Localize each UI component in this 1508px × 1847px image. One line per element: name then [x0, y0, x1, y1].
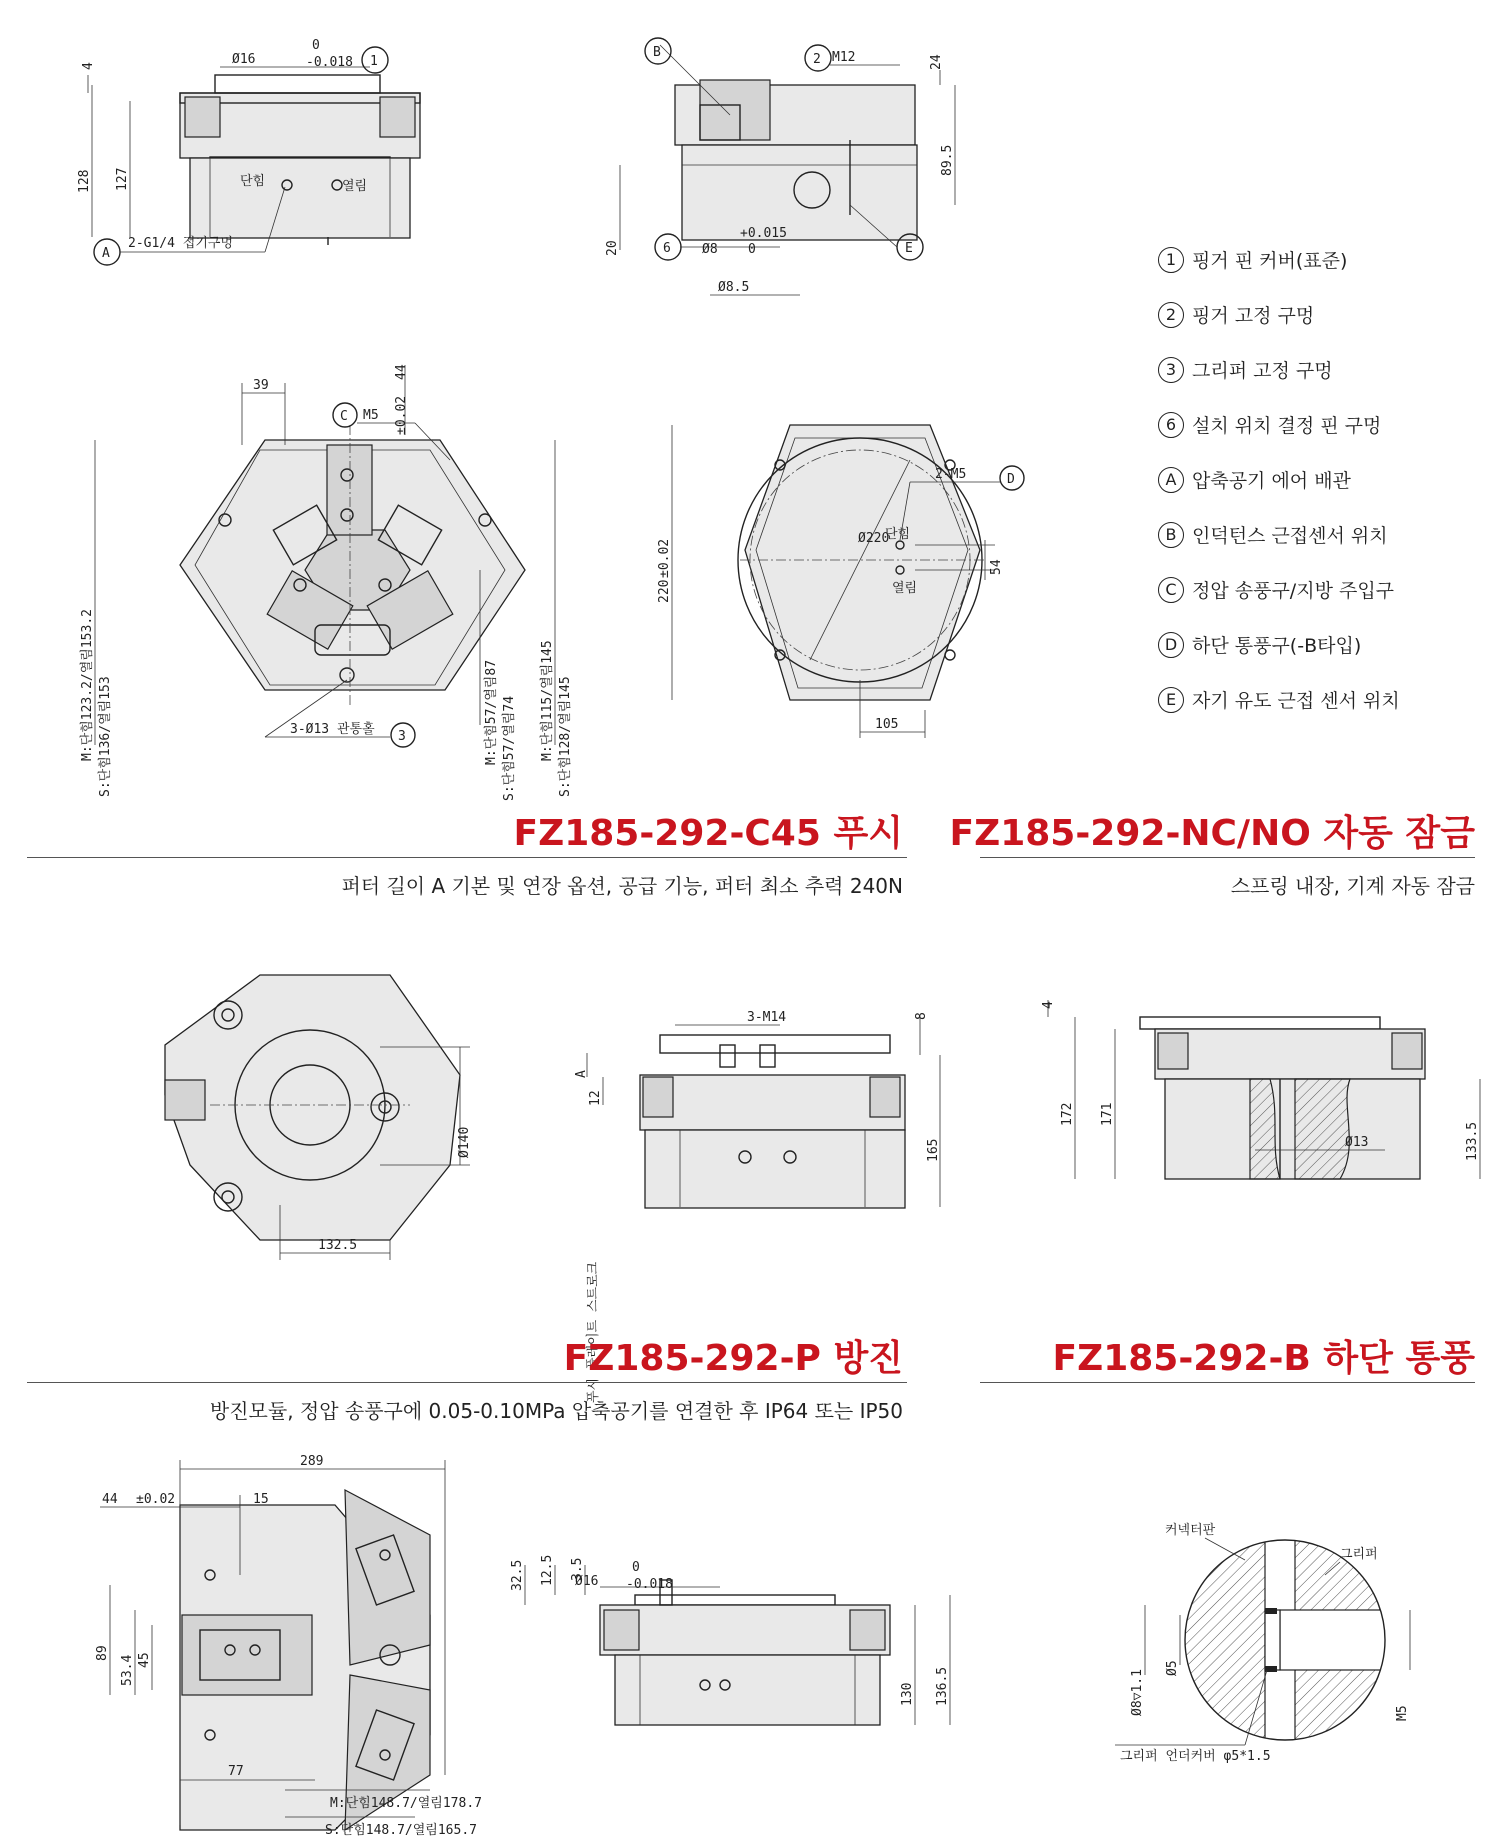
dim-20: 20: [605, 240, 620, 256]
legend-item-c: [1158, 562, 1488, 617]
dim-130: 130: [900, 1682, 915, 1706]
mark-d: D: [1007, 472, 1015, 487]
dim-right-s: S:단힘128/열림145: [558, 676, 573, 797]
m5: M5: [1395, 1705, 1410, 1721]
dim-289: 289: [300, 1454, 324, 1469]
desc-ncno: 스프링 내장, 기계 자동 잠금: [1230, 874, 1475, 898]
legend-mark: 1: [1158, 247, 1184, 273]
dim-8: 8: [914, 1012, 929, 1020]
dim-53-4: 53.4: [120, 1654, 135, 1686]
legend-mark: B: [1158, 522, 1184, 548]
dim-44: 44: [394, 364, 409, 380]
dim-a: A: [574, 1070, 589, 1078]
dim-44: 44: [102, 1492, 118, 1507]
dim-132-5: 132.5: [318, 1238, 358, 1253]
drawing-p-top-view: [150, 965, 490, 1265]
dim-dia-8: Ø8: [702, 242, 718, 257]
dim-12-5: 12.5: [540, 1554, 555, 1586]
tol-upper: 0: [632, 1560, 640, 1575]
dim-right-m: M:단힘115/열림145: [540, 640, 555, 761]
dim-15: 15: [253, 1492, 269, 1507]
dim-133-5: 133.5: [1465, 1121, 1480, 1161]
label-gripper: 그리퍼: [1340, 1547, 1378, 1562]
dim-105: 105: [875, 717, 899, 732]
legend-text: 핑거 핀 커버(표준): [1192, 250, 1348, 272]
m5: M5: [363, 408, 379, 423]
dim-left-s: S:단힘136/열림153: [98, 676, 113, 797]
legend-text: 핑거 고정 구멍: [1192, 305, 1315, 327]
title-b: FZ185-292-B 하단 통풍: [1052, 1338, 1475, 1379]
dim-dia-8: Ø8▽1.1: [1130, 1669, 1145, 1716]
drawing-top-mid-side: [600, 25, 1000, 315]
dim-45: 45: [137, 1652, 152, 1668]
rule-ncno: [980, 857, 1475, 858]
legend-mark: C: [1158, 577, 1184, 603]
legend-text: 자기 유도 근접 센서 위치: [1192, 690, 1400, 712]
dim-dia-5: Ø5: [1165, 1660, 1180, 1676]
mark-b: B: [653, 45, 661, 60]
dim-39: 39: [253, 378, 269, 393]
note-a: 2-G1/4 접기구멍: [128, 236, 234, 251]
dim-s: S:단힘148.7/열림165.7: [325, 1823, 477, 1838]
legend-mark: E: [1158, 687, 1184, 713]
dim-4: 4: [81, 62, 96, 70]
legend-mark: 6: [1158, 412, 1184, 438]
dim-89: 89: [95, 1645, 110, 1661]
tol-44: ±0.02: [394, 395, 409, 435]
dim-13: Ø13: [1345, 1135, 1369, 1150]
dim-171: 171: [1100, 1102, 1115, 1126]
legend-mark: 3: [1158, 357, 1184, 383]
dim-136-5: 136.5: [935, 1666, 950, 1706]
dim-24: 24: [929, 54, 944, 70]
dim-3-5: 3.5: [570, 1557, 585, 1581]
dim-77: 77: [228, 1764, 244, 1779]
dim-32-5: 32.5: [510, 1559, 525, 1591]
legend-text: 설치 위치 결정 핀 구멍: [1192, 415, 1382, 437]
mark-3: 3: [398, 729, 406, 744]
rule-p: [27, 1382, 907, 1383]
legend-item-2: [1158, 287, 1488, 342]
dim-dia-16: Ø16: [575, 1574, 599, 1589]
dim-mid-m: M:단힘57/열림87: [484, 659, 499, 765]
legend-item-3: [1158, 342, 1488, 397]
mark-e: E: [905, 241, 913, 256]
drawing-bottom-top-view: [90, 1445, 520, 1840]
dim-dia-16: Ø16: [232, 52, 256, 67]
legend-item-d: [1158, 617, 1488, 672]
legend-text: 그리퍼 고정 구멍: [1192, 360, 1333, 382]
legend-mark: A: [1158, 467, 1184, 493]
dim-left-m: M:단힘123.2/열림153.2: [80, 609, 95, 761]
dim-m: M:단힘148.7/열림178.7: [330, 1796, 482, 1811]
dim-140: Ø140: [457, 1126, 472, 1158]
title-ncno: FZ185-292-NC/NO 자동 잠금: [949, 813, 1475, 854]
legend-item-1: [1158, 232, 1488, 287]
tol-220: ±0.02: [657, 538, 672, 578]
legend: [1158, 232, 1488, 727]
label-open: 열림: [342, 179, 368, 194]
dim-4: 4: [1041, 1001, 1056, 1009]
dim-mid-s: S:단힘57/열림74: [502, 695, 517, 801]
dim-dia-8-5: Ø8.5: [718, 280, 750, 295]
dim-127: 127: [115, 167, 130, 191]
mark-c: C: [340, 409, 348, 424]
m14: 3-M14: [747, 1010, 787, 1025]
legend-item-a: [1158, 452, 1488, 507]
legend-mark: D: [1158, 632, 1184, 658]
drawing-detail-view: [1095, 1520, 1435, 1780]
legend-text: 인덕턴스 근접센서 위치: [1192, 525, 1388, 547]
dim-220: 220: [657, 579, 672, 603]
mark-a: A: [102, 246, 110, 261]
rule-c45: [27, 857, 907, 858]
dia-220: Ø220: [858, 531, 890, 546]
stroke-note: 푸시 플레이트 스트로크: [586, 1261, 601, 1403]
title-c45: FZ185-292-C45 푸시: [513, 813, 903, 854]
m5: 2-M5: [935, 467, 967, 482]
drawing-top-left-side: [77, 15, 460, 275]
drawing-b-side-view: [1040, 985, 1500, 1215]
dim-128: 128: [77, 169, 92, 193]
label-close: 단힘: [240, 174, 266, 189]
mark-6: 6: [663, 241, 671, 256]
dim-12: 12: [588, 1090, 603, 1106]
dim-165: 165: [926, 1138, 941, 1162]
mark-2: 2: [813, 52, 821, 67]
dim-172: 172: [1060, 1102, 1075, 1126]
legend-text: 압축공기 에어 배관: [1192, 470, 1351, 492]
note-cover: 그리퍼 언더커버 φ5*1.5: [1120, 1749, 1271, 1764]
m12: M12: [832, 50, 856, 65]
label-close: 단힘: [885, 527, 911, 542]
legend-item-b: [1158, 507, 1488, 562]
dim-89-5: 89.5: [940, 144, 955, 176]
drawing-bottom-side-view: [500, 1505, 970, 1745]
tol-44: ±0.02: [136, 1492, 176, 1507]
legend-text: 하단 통풍구(-B타입): [1192, 635, 1362, 657]
rule-b: [980, 1382, 1475, 1383]
desc-c45: 퍼터 길이 A 기본 및 연장 옵션, 공급 기능, 퍼터 최소 추력 240N: [341, 874, 903, 898]
label-connector: 커넥터판: [1165, 1523, 1216, 1538]
legend-mark: 2: [1158, 302, 1184, 328]
drawing-hex-top-view: [80, 364, 605, 801]
dim-54: 54: [989, 559, 1004, 575]
tol-lower: -0.018: [626, 1577, 673, 1592]
mark-1: 1: [370, 54, 378, 69]
legend-text: 정압 송풍구/지방 주입구: [1192, 580, 1395, 602]
tol8-upper: +0.015: [740, 226, 787, 241]
label-open: 열림: [892, 581, 918, 596]
note-hole: 3-Ø13 관통홀: [290, 722, 375, 737]
tol-upper: 0: [312, 38, 320, 53]
tol-lower: -0.018: [306, 55, 353, 70]
tol8-lower: 0: [748, 242, 756, 257]
desc-p: 방진모듈, 정압 송풍구에 0.05-0.10MPa 압축공기를 연결한 후 IP64 또는 IP50: [209, 1399, 903, 1423]
drawing-hex-bottom-view: [657, 410, 1070, 750]
title-p: FZ185-292-P 방진: [563, 1338, 903, 1379]
legend-item-6: [1158, 397, 1488, 452]
legend-item-e: [1158, 672, 1488, 727]
